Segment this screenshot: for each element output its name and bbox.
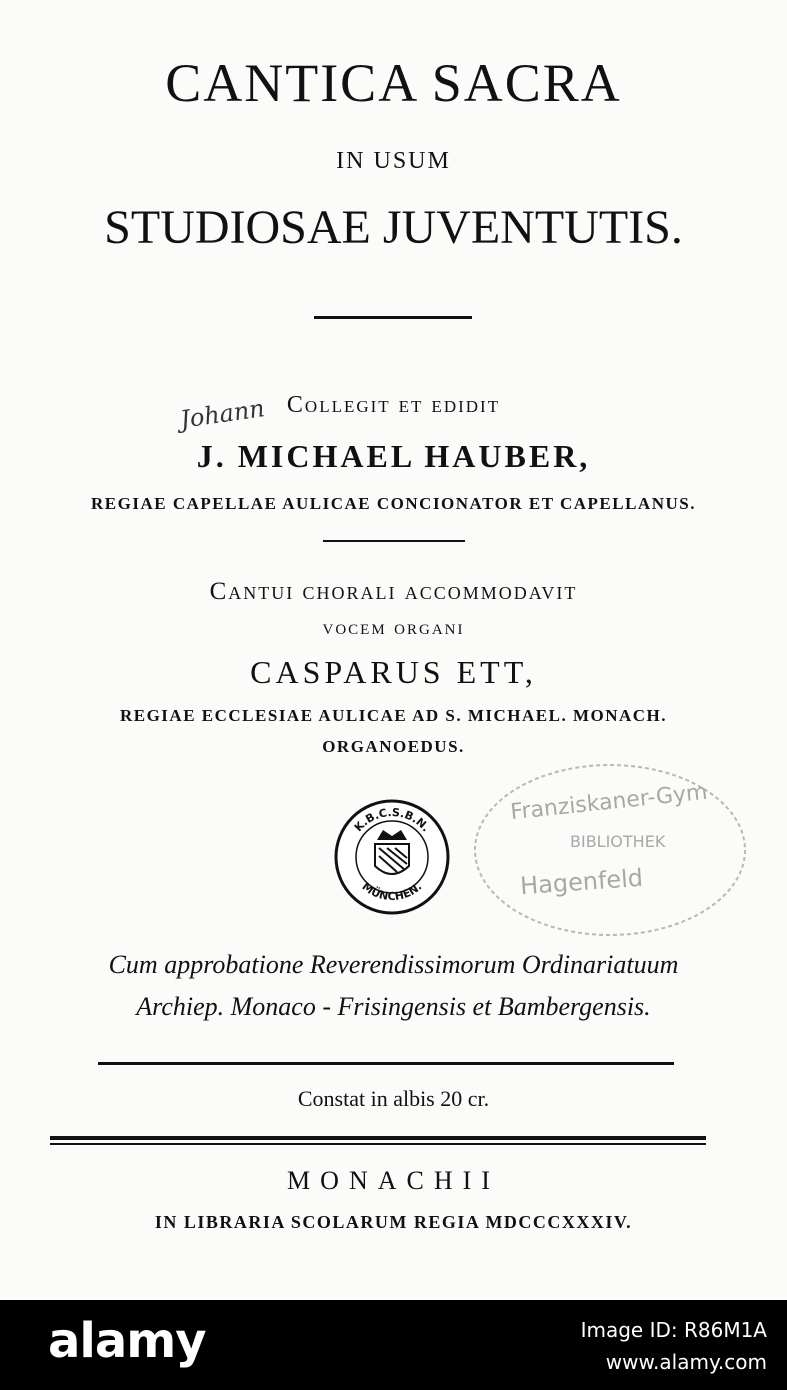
book-title-line2: STUDIOSAE JUVENTUTIS.: [104, 201, 683, 254]
double-rule-top: [50, 1136, 706, 1140]
editor-role: REGIAE CAPELLAE AULICAE CONCIONATOR ET CAPELLANUS.: [91, 494, 696, 513]
library-seal: [333, 798, 451, 916]
editor-name: J. MICHAEL HAUBER,: [196, 438, 591, 474]
library-stamp: [460, 740, 750, 940]
watermark-image-id: Image ID: R86M1A: [580, 1318, 767, 1342]
handwritten-annotation: Johann: [178, 394, 267, 434]
arranger-name: CASPARUS ETT,: [250, 654, 537, 690]
arranger-line-1: Cantui chorali accommodavit: [209, 578, 578, 605]
publication-city: MONACHII: [287, 1166, 500, 1195]
ornamental-divider: [314, 316, 472, 319]
double-rule-bottom: [50, 1143, 706, 1145]
approval-line-2: Archiep. Monaco - Frisingensis et Bambergensis.: [136, 992, 651, 1021]
stamp-text-2: BIBLIOTHEK: [570, 832, 666, 851]
book-title: CANTICA SACRA: [165, 53, 622, 113]
arranger-role-2: ORGANOEDUS.: [322, 737, 465, 756]
price-line: Constat in albis 20 cr.: [297, 1086, 490, 1111]
watermark-logo: alamy: [48, 1313, 206, 1369]
svg-text:MÜNCHEN.: MÜNCHEN.: [359, 879, 425, 904]
divider-1: [323, 540, 465, 542]
collected-line: Collegit et edidit: [286, 392, 501, 418]
divider-2: [98, 1062, 674, 1065]
imprint-line: IN LIBRARIA SCOLARUM REGIA MDCCCXXXIV.: [154, 1212, 633, 1232]
arranger-line-2: vocem organi: [322, 614, 465, 639]
arranger-role-1: REGIAE ECCLESIAE AULICAE AD S. MICHAEL. MONACH.: [119, 706, 668, 725]
stamp-text-3: Hagenfeld: [519, 863, 644, 901]
watermark-url: www.alamy.com: [605, 1350, 767, 1374]
seal-graphic: [333, 798, 451, 916]
svg-text:K.B.C.S.B.N.: K.B.C.S.B.N.: [351, 805, 433, 835]
stamp-text-1: Franziskaner-Gym: [509, 779, 709, 826]
subtitle-in-usum: IN USUM: [336, 148, 451, 174]
approval-line-1: Cum approbatione Reverendissimorum Ordinariatuum: [108, 950, 679, 979]
